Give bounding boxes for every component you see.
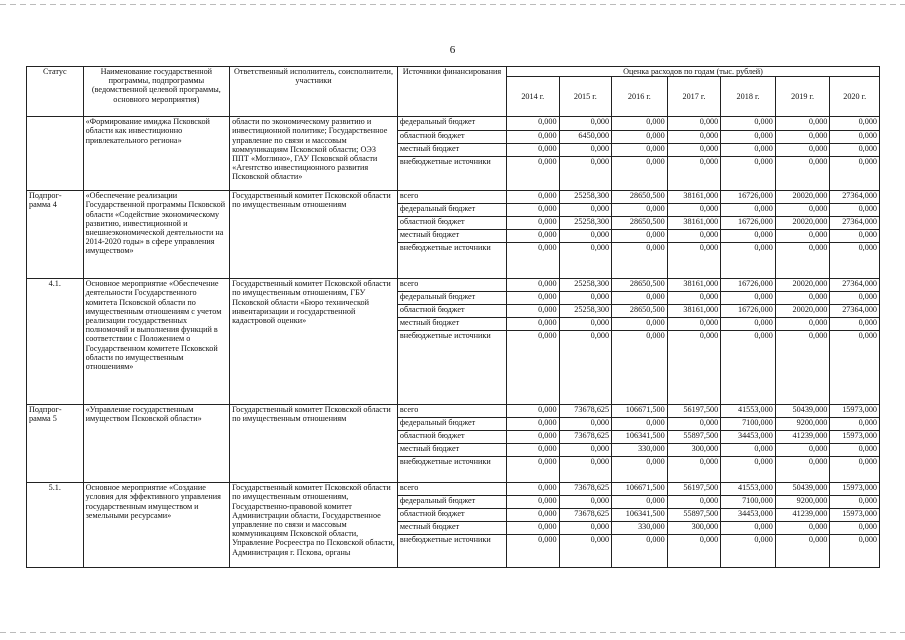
amount-cell: 41239,000: [775, 431, 830, 444]
amount-cell: 0,000: [667, 131, 721, 144]
funding-source-cell: федеральный бюджет: [397, 418, 506, 431]
header-status: Статус: [27, 67, 84, 117]
amount-cell: 9200,000: [775, 418, 830, 431]
amount-cell: 0,000: [775, 230, 830, 243]
amount-cell: 0,000: [559, 117, 612, 131]
amount-cell: 0,000: [667, 535, 721, 568]
amount-cell: 0,000: [507, 496, 560, 509]
amount-cell: 0,000: [559, 418, 612, 431]
header-year: 2015 г.: [559, 77, 612, 117]
table-header: [27, 67, 880, 117]
amount-cell: 0,000: [830, 204, 880, 217]
executor-cell: Государственный комитет Псковской области по имущественным отношениям: [230, 191, 398, 279]
funding-source-cell: всего: [397, 405, 506, 418]
amount-cell: 0,000: [667, 230, 721, 243]
program-name-cell: «Формирование имиджа Псковской области как инвестиционно привлекательного региона»: [83, 117, 230, 191]
amount-cell: 0,000: [721, 131, 776, 144]
amount-cell: 0,000: [612, 117, 668, 131]
amount-cell: 0,000: [830, 418, 880, 431]
amount-cell: 20020,000: [775, 279, 830, 292]
amount-cell: 6450,000: [559, 131, 612, 144]
amount-cell: 0,000: [559, 230, 612, 243]
amount-cell: 0,000: [507, 204, 560, 217]
amount-cell: 0,000: [775, 117, 830, 131]
amount-cell: 0,000: [775, 318, 830, 331]
amount-cell: 0,000: [612, 204, 668, 217]
amount-cell: 0,000: [721, 243, 776, 279]
program-name-cell: «Обеспечение реализации Государственной программы Псковской области «Содействие экономическому развитию, инвестиционной и внешнеэкономической деятельности на 2014-2020 годы» в сфере управления имуществом»: [83, 191, 230, 279]
amount-cell: 0,000: [612, 318, 668, 331]
amount-cell: 0,000: [667, 144, 721, 157]
funding-source-cell: федеральный бюджет: [397, 292, 506, 305]
amount-cell: 34453,000: [721, 431, 776, 444]
amount-cell: 20020,000: [775, 191, 830, 204]
amount-cell: 38161,000: [667, 305, 721, 318]
amount-cell: 0,000: [721, 444, 776, 457]
amount-cell: 0,000: [721, 535, 776, 568]
amount-cell: 0,000: [830, 243, 880, 279]
amount-cell: 0,000: [507, 279, 560, 292]
page-number: 6: [449, 44, 456, 56]
amount-cell: 73678,625: [559, 405, 612, 418]
amount-cell: 41239,000: [775, 509, 830, 522]
amount-cell: 0,000: [721, 292, 776, 305]
amount-cell: 15973,000: [830, 509, 880, 522]
amount-cell: 0,000: [559, 243, 612, 279]
amount-cell: 0,000: [612, 535, 668, 568]
amount-cell: 0,000: [830, 331, 880, 405]
amount-cell: 0,000: [559, 457, 612, 483]
amount-cell: 28650,500: [612, 279, 668, 292]
header-sources: Источники финансирования: [397, 67, 506, 117]
amount-cell: 0,000: [507, 292, 560, 305]
funding-source-cell: внебюджетные источники: [397, 243, 506, 279]
table-body: [27, 117, 880, 568]
status-cell: Подпрог-рамма 5: [27, 405, 84, 483]
amount-cell: 15973,000: [830, 405, 880, 418]
amount-cell: 0,000: [667, 418, 721, 431]
amount-cell: 0,000: [507, 217, 560, 230]
amount-cell: 0,000: [830, 522, 880, 535]
amount-cell: 0,000: [507, 418, 560, 431]
amount-cell: 0,000: [507, 305, 560, 318]
amount-cell: 0,000: [830, 535, 880, 568]
scan-edge-bottom: [0, 632, 905, 633]
amount-cell: 0,000: [612, 292, 668, 305]
amount-cell: 0,000: [559, 157, 612, 191]
funding-source-cell: областной бюджет: [397, 131, 506, 144]
amount-cell: 50439,000: [775, 483, 830, 496]
amount-cell: 0,000: [667, 204, 721, 217]
amount-cell: 38161,000: [667, 279, 721, 292]
amount-cell: 0,000: [612, 457, 668, 483]
amount-cell: 15973,000: [830, 483, 880, 496]
amount-cell: 20020,000: [775, 305, 830, 318]
funding-source-cell: местный бюджет: [397, 144, 506, 157]
amount-cell: 16726,000: [721, 305, 776, 318]
amount-cell: 0,000: [612, 496, 668, 509]
amount-cell: 0,000: [721, 144, 776, 157]
amount-cell: 0,000: [830, 318, 880, 331]
amount-cell: 0,000: [775, 204, 830, 217]
table-row: [27, 405, 880, 418]
amount-cell: 16726,000: [721, 191, 776, 204]
funding-source-cell: внебюджетные источники: [397, 331, 506, 405]
amount-cell: 0,000: [507, 457, 560, 483]
amount-cell: 0,000: [775, 243, 830, 279]
funding-source-cell: федеральный бюджет: [397, 117, 506, 131]
amount-cell: 0,000: [775, 144, 830, 157]
amount-cell: 7100,000: [721, 496, 776, 509]
executor-cell: области по экономическому развитию и инвестиционной политике; Государственное управление по связи и массовым коммуникациям Псковской области; ОЭЗ ППТ «Моглино», ГАУ Псковской области «Агентство инвестиционного развития Псковской области»: [230, 117, 398, 191]
amount-cell: 0,000: [612, 131, 668, 144]
amount-cell: 0,000: [830, 496, 880, 509]
amount-cell: 7100,000: [721, 418, 776, 431]
program-name-cell: Основное мероприятие «Обеспечение деятельности Государственного комитета Псковской области по имущественным отношениям с учетом реализации государственных полномочий и выполнения функций в соответствии с Положением о Государственном комитете Псковской области по имущественным отношениям»: [83, 279, 230, 405]
amount-cell: 0,000: [830, 292, 880, 305]
amount-cell: 106671,500: [612, 483, 668, 496]
amount-cell: 106671,500: [612, 405, 668, 418]
amount-cell: 0,000: [830, 457, 880, 483]
funding-source-cell: областной бюджет: [397, 431, 506, 444]
amount-cell: 0,000: [559, 496, 612, 509]
amount-cell: 9200,000: [775, 496, 830, 509]
amount-cell: 25258,300: [559, 217, 612, 230]
amount-cell: 0,000: [559, 331, 612, 405]
table-row: [27, 117, 880, 131]
header-year: 2019 г.: [775, 77, 830, 117]
amount-cell: 0,000: [775, 444, 830, 457]
amount-cell: 0,000: [775, 457, 830, 483]
funding-source-cell: всего: [397, 279, 506, 292]
amount-cell: 56197,500: [667, 405, 721, 418]
header-year: 2016 г.: [612, 77, 668, 117]
status-cell: [27, 117, 84, 191]
executor-cell: Государственный комитет Псковской области по имущественным отношениям: [230, 405, 398, 483]
amount-cell: 0,000: [667, 496, 721, 509]
funding-source-cell: внебюджетные источники: [397, 457, 506, 483]
amount-cell: 106341,500: [612, 431, 668, 444]
header-name: Наименование государственной программы, подпрограммы (ведомственной целевой программы, основного мероприятия): [83, 67, 230, 117]
amount-cell: 50439,000: [775, 405, 830, 418]
amount-cell: 0,000: [507, 431, 560, 444]
amount-cell: 0,000: [507, 331, 560, 405]
amount-cell: 0,000: [667, 157, 721, 191]
amount-cell: 28650,500: [612, 305, 668, 318]
executor-cell: Государственный комитет Псковской области по имущественным отношениям, ГБУ Псковской области «Бюро технической инвентаризации и государственной кадастровой оценки»: [230, 279, 398, 405]
amount-cell: 0,000: [559, 444, 612, 457]
amount-cell: 55897,500: [667, 509, 721, 522]
amount-cell: 41553,000: [721, 483, 776, 496]
amount-cell: 73678,625: [559, 483, 612, 496]
amount-cell: 0,000: [775, 157, 830, 191]
amount-cell: 0,000: [721, 230, 776, 243]
amount-cell: 0,000: [721, 157, 776, 191]
amount-cell: 0,000: [507, 483, 560, 496]
header-executor: Ответственный исполнитель, соисполнители, участники: [230, 67, 398, 117]
amount-cell: 73678,625: [559, 509, 612, 522]
funding-source-cell: федеральный бюджет: [397, 496, 506, 509]
funding-source-cell: областной бюджет: [397, 217, 506, 230]
amount-cell: 0,000: [830, 230, 880, 243]
amount-cell: 0,000: [612, 331, 668, 405]
amount-cell: 38161,000: [667, 191, 721, 204]
amount-cell: 56197,500: [667, 483, 721, 496]
amount-cell: 34453,000: [721, 509, 776, 522]
scan-edge-top: [0, 4, 905, 5]
funding-source-cell: областной бюджет: [397, 305, 506, 318]
amount-cell: 0,000: [830, 157, 880, 191]
amount-cell: 0,000: [721, 522, 776, 535]
amount-cell: 0,000: [612, 243, 668, 279]
status-cell: 5.1.: [27, 483, 84, 568]
funding-source-cell: всего: [397, 191, 506, 204]
amount-cell: 0,000: [559, 318, 612, 331]
amount-cell: 0,000: [721, 457, 776, 483]
amount-cell: 0,000: [507, 509, 560, 522]
amount-cell: 0,000: [667, 457, 721, 483]
amount-cell: 0,000: [830, 144, 880, 157]
amount-cell: 0,000: [559, 204, 612, 217]
amount-cell: 0,000: [775, 292, 830, 305]
amount-cell: 0,000: [507, 243, 560, 279]
amount-cell: 0,000: [612, 418, 668, 431]
amount-cell: 0,000: [721, 204, 776, 217]
amount-cell: 0,000: [612, 157, 668, 191]
amount-cell: 0,000: [507, 230, 560, 243]
amount-cell: 0,000: [667, 292, 721, 305]
header-year: 2014 г.: [507, 77, 560, 117]
amount-cell: 0,000: [507, 522, 560, 535]
funding-source-cell: областной бюджет: [397, 509, 506, 522]
amount-cell: 25258,300: [559, 279, 612, 292]
amount-cell: 0,000: [775, 331, 830, 405]
header-year: 2017 г.: [667, 77, 721, 117]
funding-source-cell: внебюджетные источники: [397, 535, 506, 568]
budget-table: [26, 66, 880, 568]
amount-cell: 41553,000: [721, 405, 776, 418]
amount-cell: 0,000: [507, 318, 560, 331]
amount-cell: 0,000: [775, 535, 830, 568]
amount-cell: 0,000: [830, 444, 880, 457]
funding-source-cell: местный бюджет: [397, 444, 506, 457]
funding-source-cell: внебюджетные источники: [397, 157, 506, 191]
amount-cell: 0,000: [721, 331, 776, 405]
header-year: 2020 г.: [830, 77, 880, 117]
amount-cell: 0,000: [721, 318, 776, 331]
amount-cell: 0,000: [775, 131, 830, 144]
amount-cell: 0,000: [830, 131, 880, 144]
amount-cell: 0,000: [559, 535, 612, 568]
amount-cell: 106341,500: [612, 509, 668, 522]
amount-cell: 55897,500: [667, 431, 721, 444]
table-row: [27, 483, 880, 496]
amount-cell: 0,000: [507, 444, 560, 457]
amount-cell: 0,000: [507, 535, 560, 568]
amount-cell: 330,000: [612, 444, 668, 457]
executor-cell: Государственный комитет Псковской области по имущественным отношениям, Государственно-правовой комитет Администрации области, Государственное управление по связи и массовым коммуникациям Псковской области, Управление Росреестра по Псковской области, Администрация г. Пскова, органы: [230, 483, 398, 568]
amount-cell: 0,000: [507, 131, 560, 144]
header-year: 2018 г.: [721, 77, 776, 117]
amount-cell: 0,000: [559, 144, 612, 157]
amount-cell: 300,000: [667, 522, 721, 535]
amount-cell: 0,000: [507, 157, 560, 191]
amount-cell: 0,000: [507, 405, 560, 418]
amount-cell: 0,000: [612, 144, 668, 157]
funding-source-cell: местный бюджет: [397, 230, 506, 243]
amount-cell: 28650,500: [612, 217, 668, 230]
amount-cell: 73678,625: [559, 431, 612, 444]
amount-cell: 0,000: [667, 243, 721, 279]
amount-cell: 0,000: [507, 191, 560, 204]
table-row: [27, 279, 880, 292]
amount-cell: 27364,000: [830, 191, 880, 204]
amount-cell: 0,000: [775, 522, 830, 535]
amount-cell: 0,000: [507, 117, 560, 131]
amount-cell: 0,000: [612, 230, 668, 243]
amount-cell: 38161,000: [667, 217, 721, 230]
amount-cell: 20020,000: [775, 217, 830, 230]
funding-source-cell: местный бюджет: [397, 318, 506, 331]
amount-cell: 0,000: [667, 331, 721, 405]
status-cell: 4.1.: [27, 279, 84, 405]
table-row: [27, 191, 880, 204]
amount-cell: 0,000: [559, 292, 612, 305]
amount-cell: 28650,500: [612, 191, 668, 204]
funding-source-cell: местный бюджет: [397, 522, 506, 535]
amount-cell: 15973,000: [830, 431, 880, 444]
amount-cell: 0,000: [721, 117, 776, 131]
amount-cell: 0,000: [830, 117, 880, 131]
funding-source-cell: всего: [397, 483, 506, 496]
amount-cell: 27364,000: [830, 217, 880, 230]
program-name-cell: Основное мероприятие «Создание условия для эффективного управления государственным имуществом и земельными ресурсами»: [83, 483, 230, 568]
amount-cell: 330,000: [612, 522, 668, 535]
amount-cell: 27364,000: [830, 279, 880, 292]
funding-source-cell: федеральный бюджет: [397, 204, 506, 217]
amount-cell: 0,000: [559, 522, 612, 535]
amount-cell: 0,000: [667, 117, 721, 131]
amount-cell: 25258,300: [559, 305, 612, 318]
amount-cell: 27364,000: [830, 305, 880, 318]
amount-cell: 16726,000: [721, 279, 776, 292]
amount-cell: 16726,000: [721, 217, 776, 230]
program-name-cell: «Управление государственным имуществом Псковской области»: [83, 405, 230, 483]
status-cell: Подпрог-рамма 4: [27, 191, 84, 279]
amount-cell: 0,000: [507, 144, 560, 157]
header-estimate: Оценка расходов по годам (тыс. рублей): [507, 67, 880, 77]
amount-cell: 300,000: [667, 444, 721, 457]
amount-cell: 0,000: [667, 318, 721, 331]
amount-cell: 25258,300: [559, 191, 612, 204]
